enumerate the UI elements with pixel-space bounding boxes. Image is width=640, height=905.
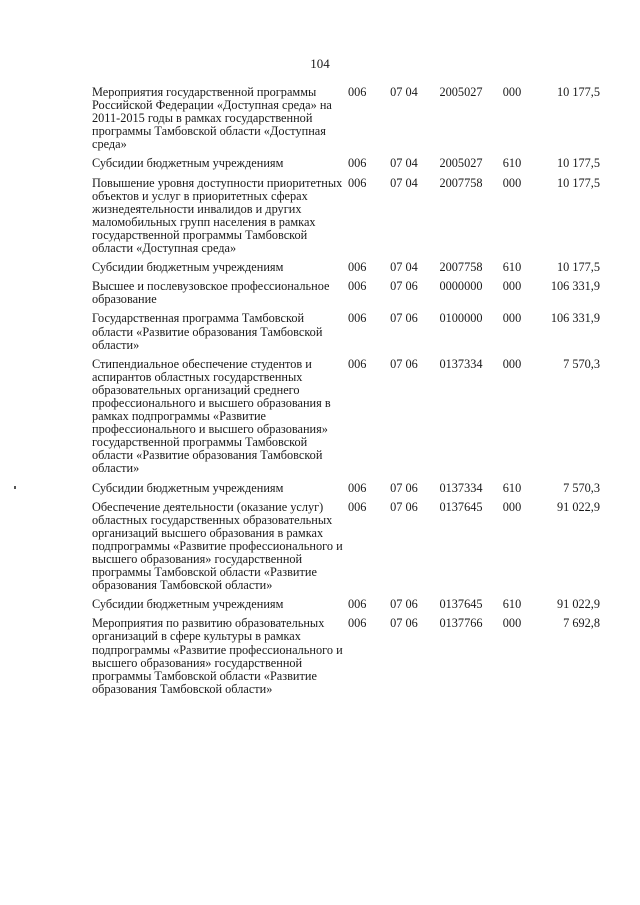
row-name: Субсидии бюджетным учреждениям (92, 480, 284, 495)
row-vr: 610 (502, 480, 522, 495)
row-ved: 006 (348, 616, 367, 631)
row-ved: 006 (348, 156, 367, 171)
row-vr: 610 (502, 597, 522, 612)
budget-table-body (92, 86, 600, 696)
row-name: Государственная программа Тамбовской области «Развитие образования Тамбовской области» (92, 311, 323, 352)
row-csr: 0137334 (439, 480, 483, 495)
row-ved: 006 (348, 311, 367, 326)
table-row (92, 482, 600, 501)
row-csr: 0000000 (439, 279, 483, 294)
row-vr: 610 (502, 260, 522, 275)
row-rz: 07 06 (390, 356, 418, 371)
row-name: Мероприятия государственной программы Российской Федерации «Доступная среда» на 2011-2015 годы в рамках государственной программы Тамбовской области «Доступная среда» (92, 85, 332, 152)
row-name: Обеспечение деятельности (оказание услуг) областных государственных образовательных организаций высшего образования в рамках подпрограммы «Развитие профессионального и высшего образования» государственной программы Тамбовской области «Развитие образования Тамбовской области» (92, 499, 343, 593)
row-rz: 07 06 (390, 311, 418, 326)
row-csr: 2007758 (439, 260, 483, 275)
margin-mark (14, 486, 16, 489)
row-rz: 07 04 (390, 175, 418, 190)
row-csr: 0137645 (439, 597, 483, 612)
table-row (92, 86, 600, 157)
row-name: Субсидии бюджетным учреждениям (92, 156, 284, 171)
table-row (92, 280, 600, 312)
table-row (92, 312, 600, 357)
budget-table (92, 86, 600, 696)
row-vr: 000 (502, 616, 522, 631)
row-ved: 006 (348, 260, 367, 275)
row-csr: 2005027 (439, 156, 483, 171)
row-rz: 07 06 (390, 597, 418, 612)
row-vr: 000 (502, 279, 522, 294)
row-sum: 10 177,5 (556, 156, 600, 171)
row-vr: 000 (502, 175, 522, 190)
row-rz: 07 04 (390, 260, 418, 275)
row-sum: 91 022,9 (556, 597, 600, 612)
row-ved: 006 (348, 480, 367, 495)
row-csr: 2007758 (439, 175, 483, 190)
table-row (92, 617, 600, 696)
row-ved: 006 (348, 175, 367, 190)
row-csr: 0137766 (439, 616, 483, 631)
row-name: Мероприятия по развитию образовательных организаций в сфере культуры в рамках подпрограммы «Развитие профессионального и высшего образования» государственной программы Тамбовской области «Развитие образования Тамбовской области» (92, 616, 343, 696)
row-ved: 006 (348, 279, 367, 294)
row-csr: 2005027 (439, 85, 483, 99)
row-sum: 7 570,3 (563, 356, 600, 371)
table-row (92, 358, 600, 482)
row-sum: 10 177,5 (556, 85, 600, 99)
row-name: Стипендиальное обеспечение студентов и аспирантов областных государственных образовательных организаций среднего профессионального и высшего образования в рамках подпрограммы «Развитие профессионального и высшего образования» государственной программы Тамбовской области «Развитие образования Тамбовской области» (92, 356, 331, 476)
table-row (92, 501, 600, 599)
row-rz: 07 06 (390, 616, 418, 631)
row-ved: 006 (348, 85, 367, 99)
row-sum: 10 177,5 (556, 260, 600, 275)
table-row (92, 177, 600, 262)
row-sum: 10 177,5 (556, 175, 600, 190)
row-sum: 7 570,3 (563, 480, 600, 495)
row-vr: 000 (502, 85, 522, 99)
row-name: Повышение уровня доступности приоритетных объектов и услуг в приоритетных сферах жизнедеятельности инвалидов и других маломобильных групп населения в рамках государственной программы Тамбовской области «Доступная среда» (92, 175, 343, 256)
row-csr: 0100000 (439, 311, 483, 326)
row-rz: 07 06 (390, 480, 418, 495)
row-sum: 91 022,9 (556, 499, 600, 514)
row-vr: 610 (502, 156, 522, 171)
row-ved: 006 (348, 499, 367, 514)
table-row (92, 598, 600, 617)
row-name: Субсидии бюджетным учреждениям (92, 597, 284, 612)
row-vr: 000 (502, 499, 522, 514)
row-rz: 07 06 (390, 499, 418, 514)
row-name: Субсидии бюджетным учреждениям (92, 260, 284, 275)
row-rz: 07 04 (390, 156, 418, 171)
page-number: 104 (310, 56, 330, 71)
table-row (92, 157, 600, 176)
row-sum: 106 331,9 (550, 311, 600, 326)
row-name: Высшее и послевузовское профессиональное образование (92, 279, 330, 307)
row-vr: 000 (502, 311, 522, 326)
row-sum: 106 331,9 (550, 279, 600, 294)
row-sum: 7 692,8 (563, 616, 600, 631)
row-csr: 0137334 (439, 356, 483, 371)
row-ved: 006 (348, 356, 367, 371)
row-rz: 07 06 (390, 279, 418, 294)
row-ved: 006 (348, 597, 367, 612)
row-csr: 0137645 (439, 499, 483, 514)
row-rz: 07 04 (390, 85, 418, 99)
row-vr: 000 (502, 356, 522, 371)
table-row (92, 261, 600, 280)
